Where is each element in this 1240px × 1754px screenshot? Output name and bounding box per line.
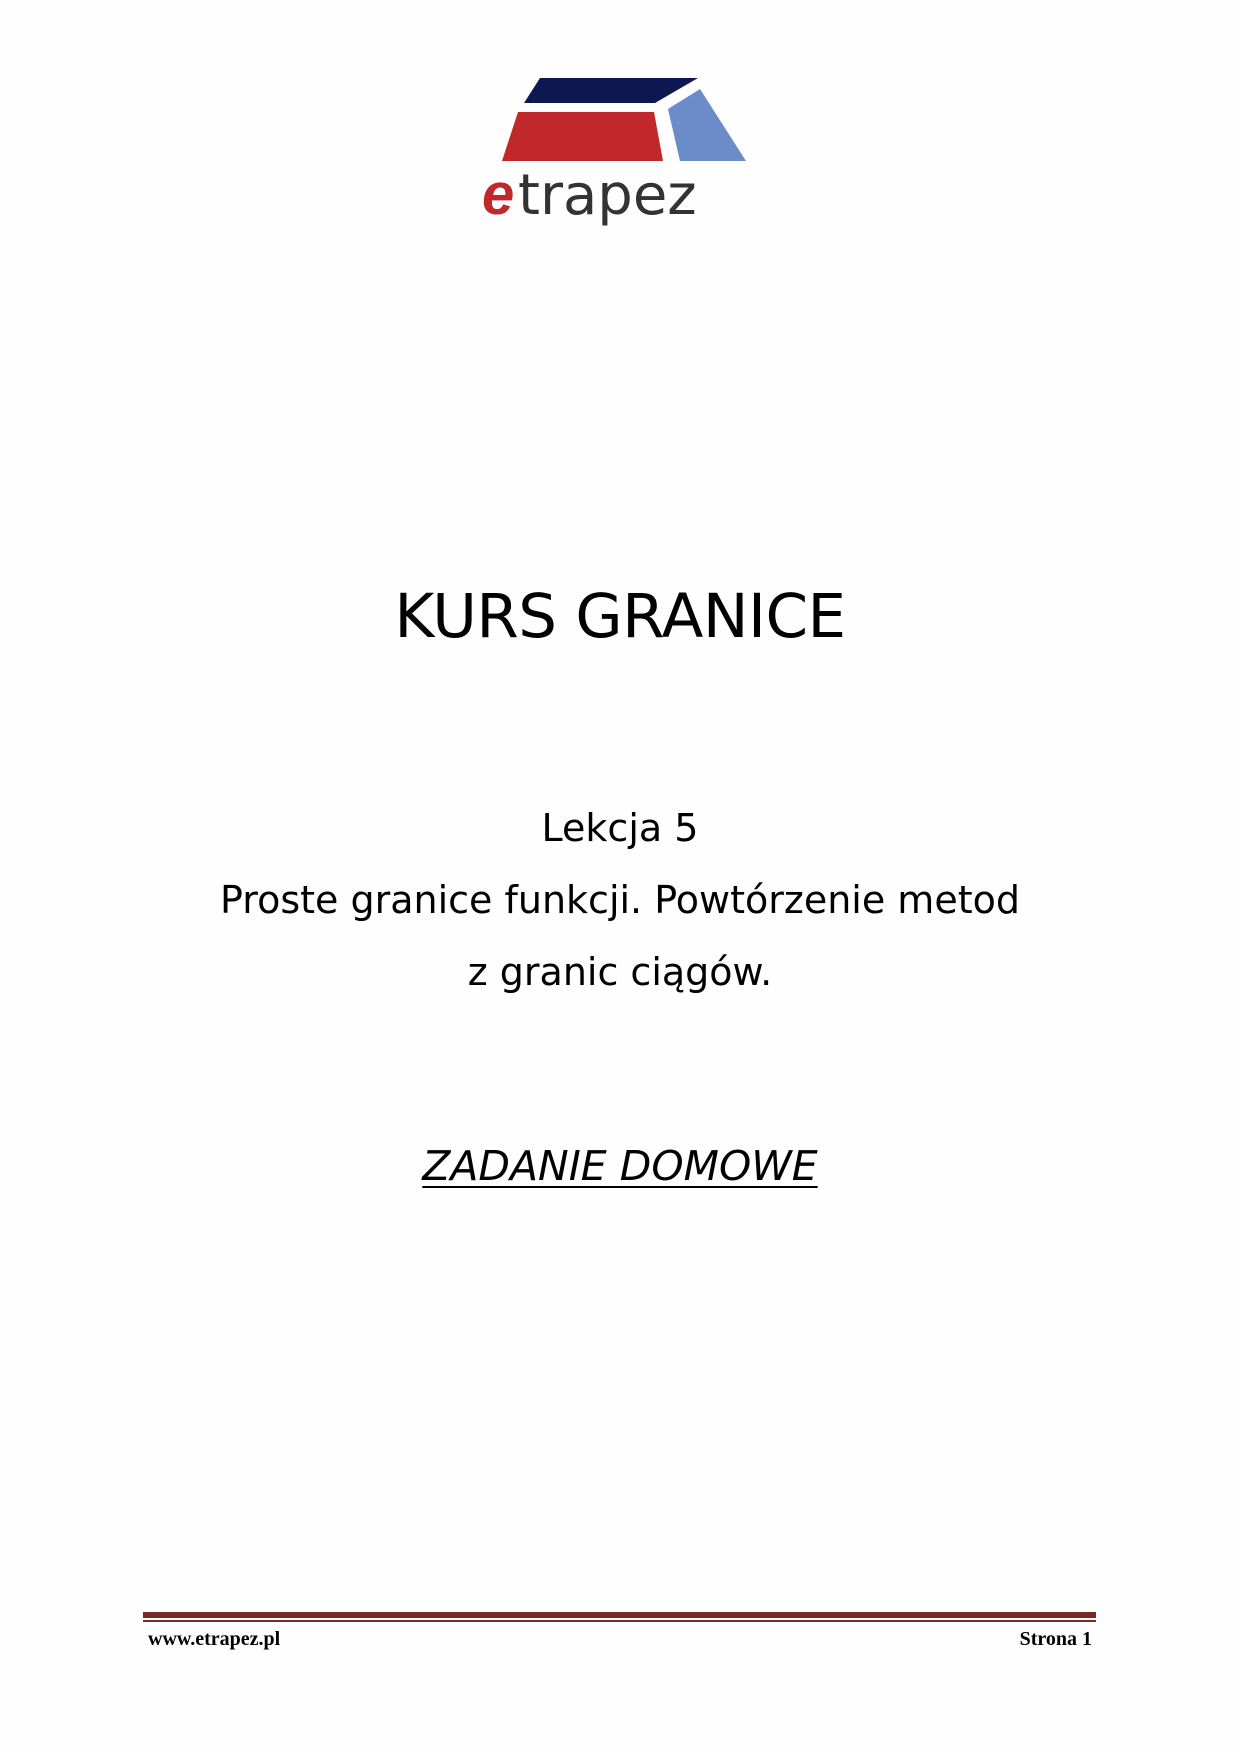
footer-page-number: Strona 1	[1019, 1628, 1092, 1650]
logo-navy-shape	[524, 78, 698, 103]
logo-text-rest: trapez	[518, 163, 697, 228]
footer-website: www.etrapez.pl	[148, 1628, 281, 1650]
lesson-topic-line-1: Proste granice funkcji. Powtórzenie metod	[220, 878, 1020, 922]
logo-blue-shape	[668, 89, 746, 161]
lesson-info	[0, 792, 1240, 1008]
page-title: KURS GRANICE	[394, 581, 846, 652]
etrapez-logo	[470, 70, 770, 235]
homework-heading: ZADANIE DOMOWE	[422, 1142, 818, 1190]
lesson-topic-line-2: z granic ciągów.	[467, 950, 773, 994]
logo-red-shape	[502, 112, 663, 161]
logo-text-accent: e	[482, 162, 515, 227]
lesson-number: Lekcja 5	[541, 806, 699, 850]
page-footer	[148, 1628, 1092, 1651]
footer-divider	[143, 1612, 1096, 1622]
